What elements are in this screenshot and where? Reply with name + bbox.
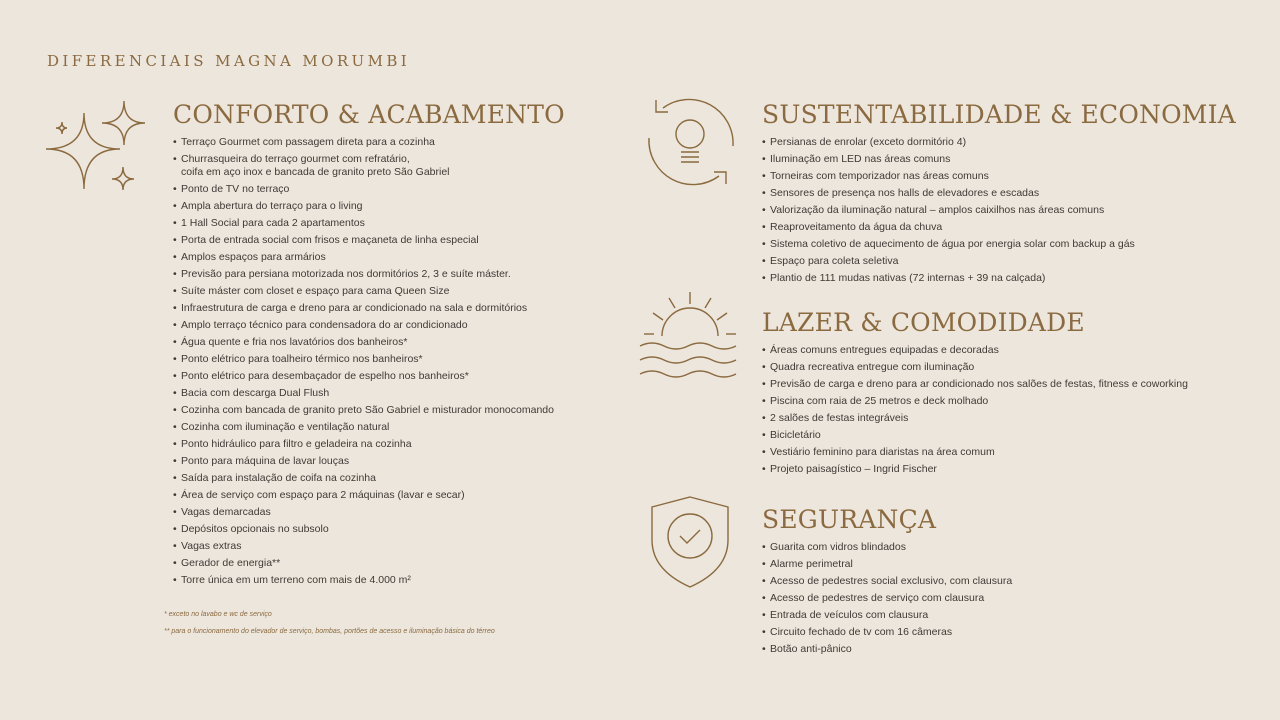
list-item: • Churrasqueira do terraço gourmet com refratário, coifa em aço inox e bancada de granito preto São Gabriel bbox=[173, 153, 565, 179]
list-item: • Alarme perimetral bbox=[762, 558, 1012, 571]
list-item: • Plantio de 111 mudas nativas (72 internas + 39 na calçada) bbox=[762, 272, 1236, 285]
list-item: • Piscina com raia de 25 metros e deck molhado bbox=[762, 395, 1188, 408]
list-item: • Depósitos opcionais no subsolo bbox=[173, 523, 565, 536]
list-item: • Vagas extras bbox=[173, 540, 565, 553]
footnote: ** para o funcionamento do elevador de serviço, bombas, portões de acesso e iluminação básica do térreo bbox=[164, 628, 495, 635]
page-title: DIFERENCIAIS MAGNA MORUMBI bbox=[47, 52, 411, 70]
list-item: • Botão anti-pânico bbox=[762, 643, 1012, 656]
list-item: • Ponto elétrico para toalheiro térmico nos banheiros* bbox=[173, 353, 565, 366]
section-sustentabilidade-economia bbox=[762, 100, 1236, 289]
list-item: • Amplo terraço técnico para condensadora do ar condicionado bbox=[173, 319, 565, 332]
list-item: • Valorização da iluminação natural – amplos caixilhos nas áreas comuns bbox=[762, 204, 1236, 217]
list-item: • Áreas comuns entregues equipadas e decoradas bbox=[762, 344, 1188, 357]
list-item: • Ponto elétrico para desembaçador de espelho nos banheiros* bbox=[173, 370, 565, 383]
seguranca-list bbox=[762, 541, 1012, 656]
list-item: • Entrada de veículos com clausura bbox=[762, 609, 1012, 622]
section-lazer-comodidade bbox=[762, 308, 1188, 480]
section-conforto-acabamento bbox=[173, 100, 565, 591]
conforto-list bbox=[173, 136, 565, 587]
list-item: • Vagas demarcadas bbox=[173, 506, 565, 519]
list-item: • Acesso de pedestres social exclusivo, com clausura bbox=[762, 575, 1012, 588]
list-item: • 1 Hall Social para cada 2 apartamentos bbox=[173, 217, 565, 230]
footnotes bbox=[164, 611, 495, 645]
list-item: • Suíte máster com closet e espaço para cama Queen Size bbox=[173, 285, 565, 298]
list-item: • Sensores de presença nos halls de elevadores e escadas bbox=[762, 187, 1236, 200]
list-item: • Persianas de enrolar (exceto dormitório 4) bbox=[762, 136, 1236, 149]
list-item: • 2 salões de festas integráveis bbox=[762, 412, 1188, 425]
list-item: • Área de serviço com espaço para 2 máquinas (lavar e secar) bbox=[173, 489, 565, 502]
section-title: SUSTENTABILIDADE & ECONOMIA bbox=[762, 100, 1236, 129]
sparkles-icon bbox=[44, 99, 148, 193]
list-item: • Iluminação em LED nas áreas comuns bbox=[762, 153, 1236, 166]
lazer-list bbox=[762, 344, 1188, 476]
section-title: SEGURANÇA bbox=[762, 505, 937, 534]
list-item: • Quadra recreativa entregue com iluminação bbox=[762, 361, 1188, 374]
list-item: • Bacia com descarga Dual Flush bbox=[173, 387, 565, 400]
list-item: • Infraestrutura de carga e dreno para ar condicionado na sala e dormitórios bbox=[173, 302, 565, 315]
list-item: • Reaproveitamento da água da chuva bbox=[762, 221, 1236, 234]
list-item: • Espaço para coleta seletiva bbox=[762, 255, 1236, 268]
list-item: • Saída para instalação de coifa na cozinha bbox=[173, 472, 565, 485]
shield-check-icon bbox=[648, 494, 732, 590]
list-item: • Terraço Gourmet com passagem direta para a cozinha bbox=[173, 136, 565, 149]
sustentabilidade-list bbox=[762, 136, 1236, 285]
list-item: • Porta de entrada social com frisos e maçaneta de linha especial bbox=[173, 234, 565, 247]
list-item: • Torneiras com temporizador nas áreas comuns bbox=[762, 170, 1236, 183]
list-item: • Previsão para persiana motorizada nos dormitórios 2, 3 e suíte máster. bbox=[173, 268, 565, 281]
list-item: • Gerador de energia** bbox=[173, 557, 565, 570]
list-item: • Vestiário feminino para diaristas na área comum bbox=[762, 446, 1188, 459]
list-item: • Cozinha com iluminação e ventilação natural bbox=[173, 421, 565, 434]
list-item: • Previsão de carga e dreno para ar condicionado nos salões de festas, fitness e coworking bbox=[762, 378, 1188, 391]
list-item: • Ponto hidráulico para filtro e geladeira na cozinha bbox=[173, 438, 565, 451]
list-item: • Cozinha com bancada de granito preto São Gabriel e misturador monocomando bbox=[173, 404, 565, 417]
list-item: • Amplos espaços para armários bbox=[173, 251, 565, 264]
list-item: • Ponto para máquina de lavar louças bbox=[173, 455, 565, 468]
section-title: LAZER & COMODIDADE bbox=[762, 308, 1085, 337]
list-item: • Torre única em um terreno com mais de 4.000 m² bbox=[173, 574, 565, 587]
footnote: * exceto no lavabo e wc de serviço bbox=[164, 611, 272, 618]
section-title: CONFORTO & ACABAMENTO bbox=[173, 100, 565, 129]
sun-waves-icon bbox=[638, 290, 744, 386]
list-item: • Circuito fechado de tv com 16 câmeras bbox=[762, 626, 1012, 639]
list-item: • Projeto paisagístico – Ingrid Fischer bbox=[762, 463, 1188, 476]
section-seguranca bbox=[762, 505, 1012, 660]
list-item: • Bicicletário bbox=[762, 429, 1188, 442]
eco-lightbulb-cycle-icon bbox=[643, 94, 739, 190]
list-item: • Acesso de pedestres de serviço com clausura bbox=[762, 592, 1012, 605]
list-item: • Ampla abertura do terraço para o living bbox=[173, 200, 565, 213]
list-item: • Guarita com vidros blindados bbox=[762, 541, 1012, 554]
list-item: • Sistema coletivo de aquecimento de água por energia solar com backup a gás bbox=[762, 238, 1236, 251]
list-item: • Água quente e fria nos lavatórios dos banheiros* bbox=[173, 336, 565, 349]
list-item: • Ponto de TV no terraço bbox=[173, 183, 565, 196]
